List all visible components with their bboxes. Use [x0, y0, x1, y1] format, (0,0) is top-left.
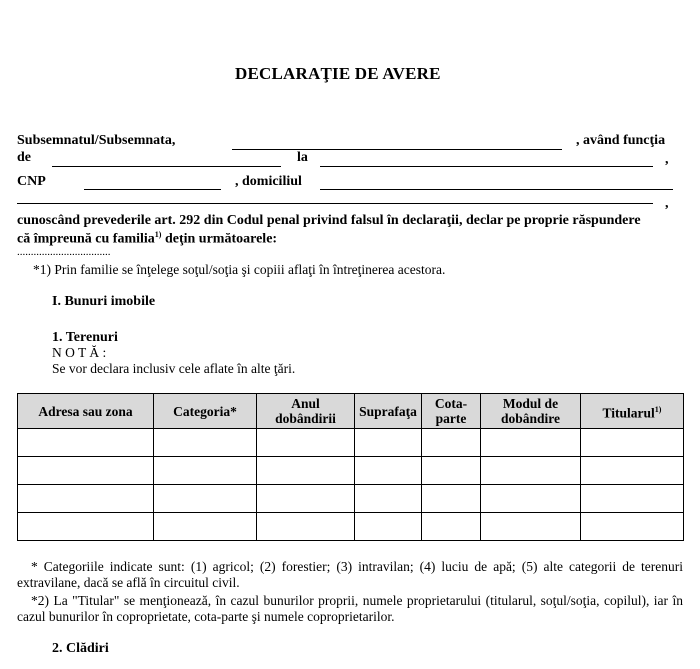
dotted-separator: ..................................: [17, 246, 111, 258]
table-cell[interactable]: [481, 513, 581, 541]
nota-label: N O T Ă :: [52, 345, 107, 360]
table-cell[interactable]: [257, 485, 355, 513]
declaration-text-end: deţin următoarele:: [161, 231, 278, 247]
col-cota: [422, 394, 481, 429]
label-de: de: [17, 150, 31, 165]
institution-field[interactable]: [320, 166, 653, 167]
table-cell[interactable]: [154, 457, 257, 485]
col-anul: [257, 394, 355, 429]
col-modul: [481, 394, 581, 429]
footnote-1: *1) Prin familie se înţelege soţul/soţia şi copiii aflaţi în întreţinerea acestora.: [33, 262, 446, 277]
table-cell[interactable]: [257, 429, 355, 457]
table-row: [18, 457, 684, 485]
table-cell[interactable]: [581, 429, 684, 457]
col-anul-text: Anul dobândirii: [275, 396, 336, 426]
note-categorii: * Categoriile indicate sunt: (1) agricol; (2) forestier; (3) intravilan; (4) luciu de apă; (5) alte categorii de terenuri extravilane, dacă se află în circuitul civil.: [17, 559, 683, 590]
col-titularul: [581, 394, 684, 429]
table-cell[interactable]: [154, 429, 257, 457]
label-la: la: [297, 150, 308, 165]
table-cell[interactable]: [581, 513, 684, 541]
table-cell[interactable]: [154, 513, 257, 541]
table-cell[interactable]: [355, 513, 422, 541]
table-cell[interactable]: [18, 429, 154, 457]
footnote-ref-1: 1): [154, 230, 162, 239]
col-adresa: Adresa sau zona: [18, 394, 154, 429]
table-cell[interactable]: [422, 457, 481, 485]
col-cota-text: Cota-parte: [434, 396, 468, 426]
table-cell[interactable]: [581, 485, 684, 513]
cnp-field[interactable]: [84, 189, 221, 190]
comma-2: ,: [665, 196, 669, 211]
label-cnp: CNP: [17, 174, 46, 189]
subsection-heading: 1. Terenuri: [52, 330, 118, 345]
col-titularul-text: Titularul: [602, 405, 655, 421]
table-cell[interactable]: [355, 429, 422, 457]
table-cell[interactable]: [422, 513, 481, 541]
declaration-line-2: [17, 230, 277, 248]
table-cell[interactable]: [18, 513, 154, 541]
nota-text: Se vor declara inclusiv cele aflate în alte ţări.: [52, 361, 296, 376]
table-cell[interactable]: [355, 485, 422, 513]
label-subsemnatul: Subsemnatul/Subsemnata,: [17, 133, 176, 148]
table-row: [18, 513, 684, 541]
note-titular: *2) La "Titular" se menţionează, în cazul bunurilor proprii, numele proprietarului (titularul, soţul/soţia, copilul), iar în cazul bunurilor în coproprietate, cota-parte şi numele coproprietarilor.: [17, 593, 683, 624]
name-field[interactable]: [232, 149, 562, 150]
table-cell[interactable]: [481, 429, 581, 457]
table-header-row: [18, 394, 684, 429]
table-cell[interactable]: [355, 457, 422, 485]
table-cell[interactable]: [154, 485, 257, 513]
table-cell[interactable]: [18, 485, 154, 513]
table-cell[interactable]: [422, 485, 481, 513]
label-domiciliul: , domiciliul: [235, 174, 302, 189]
declaration-line-1: cunoscând prevederile art. 292 din Codul penal privind falsul în declaraţii, declar pe proprie răspundere: [17, 213, 641, 228]
col-categoria: Categoria*: [154, 394, 257, 429]
table-cell[interactable]: [481, 485, 581, 513]
table-cell[interactable]: [481, 457, 581, 485]
table-cell[interactable]: [18, 457, 154, 485]
table-cell[interactable]: [422, 429, 481, 457]
label-avand-functia: , având funcţia: [576, 133, 666, 148]
address-field[interactable]: [320, 189, 673, 190]
col-modul-text: Modul de dobândire: [500, 396, 561, 426]
footnote-ref-titular: 1): [654, 404, 662, 414]
function-field[interactable]: [52, 166, 281, 167]
table-cell[interactable]: [257, 513, 355, 541]
table-row: [18, 485, 684, 513]
table-cell[interactable]: [257, 457, 355, 485]
page-title: DECLARAŢIE DE AVERE: [235, 64, 441, 83]
address-field-continued[interactable]: [17, 203, 653, 204]
col-suprafata: Suprafaţa: [355, 394, 422, 429]
section-heading: I. Bunuri imobile: [52, 294, 156, 309]
table-row: [18, 429, 684, 457]
terenuri-table: [17, 393, 684, 541]
comma-1: ,: [665, 152, 669, 167]
subsection-heading-2: 2. Clădiri: [52, 641, 109, 656]
table-cell[interactable]: [581, 457, 684, 485]
declaration-text: că împreună cu familia: [17, 231, 155, 247]
